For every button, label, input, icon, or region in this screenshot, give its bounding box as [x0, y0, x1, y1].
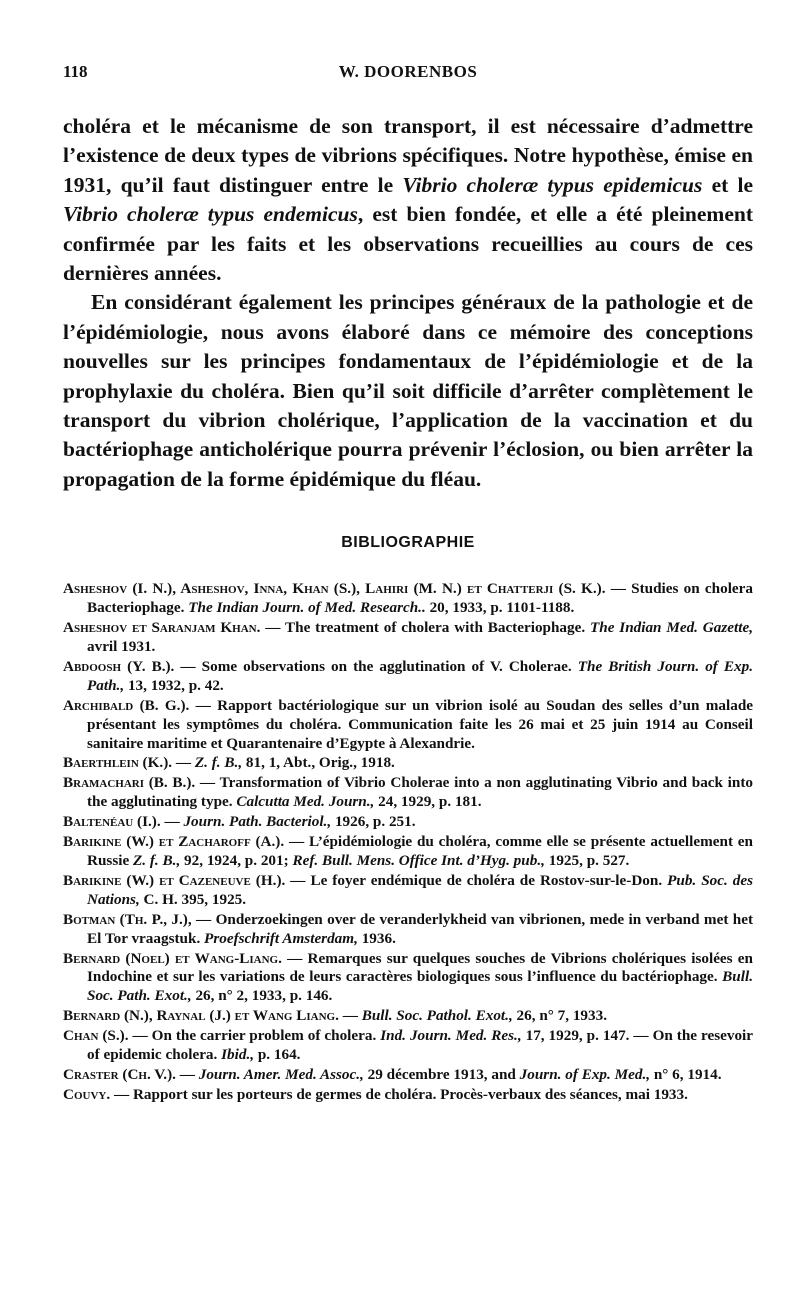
text-segment: — Onderzoekingen over de veranderlykheid van vibrionen, mede in verband met het El Tor vraagstuk. — [87, 910, 753, 947]
text-segment: 20, 1933, p. 1101-1188. — [425, 599, 575, 617]
text-segment: — — [172, 754, 195, 772]
entry-authors: Baltenéau (I.). — [63, 813, 161, 831]
bibliography-title: BIBLIOGRAPHIE — [341, 534, 475, 552]
entry-authors: Asheshov et Saranjam Khan. — [63, 619, 261, 637]
bibliography-entry — [63, 1086, 753, 1105]
italic-text: Proefschrift Amsterdam, — [204, 929, 358, 947]
text-segment: , est bien fondée, et elle a été pleinement confirmée par les faits et les observations recueillies au cours de ces dernières années. — [63, 202, 754, 286]
paragraph — [63, 288, 753, 494]
text-segment: p. 164. — [254, 1046, 301, 1064]
italic-text: Ind. Journ. Med. Res., — [380, 1027, 522, 1045]
entry-authors: Botman (Th. P., J.), — [63, 910, 192, 928]
page-header — [63, 62, 753, 92]
bibliography-entry — [63, 833, 753, 871]
text-segment: — Rapport bactériologique sur un vibrion isolé au Soudan des selles d’un malade présentant les symptômes du choléra. Communication faite les 26 mai et 25 juin 1914 au Conseil sanitaire maritime et Quarantenaire d’Egypte à Alexandrie. — [87, 696, 754, 752]
text-segment: — On the carrier problem of cholera. — [128, 1027, 381, 1045]
text-segment: 26, n° 2, 1933, p. 146. — [191, 987, 333, 1005]
text-segment: En considérant également les principes généraux de la pathologie et de l’épidémiologie, nous avons élaboré dans ce mémoire des conceptions nouvelles sur les principes fondamentaux de l’épidémiologie et de la prophylaxie du choléra. Bien qu’il soit difficile d’arrêter complètement le transport du vibrion cholérique, l’application de la vaccination et du bactériophage anticholérique pourra prévenir l’éclosion, ou bien arrêter la propagation de la forme épidémique du fléau. — [63, 290, 753, 491]
italic-text: Bull. Soc. Path. Exot., — [87, 968, 753, 1005]
italic-text: Z. f. B., — [133, 851, 181, 869]
text-segment: — — [338, 1007, 362, 1025]
text-segment: — Rapport sur les porteurs de germes de choléra. Procès-verbaux des séances, mai 1933. — [110, 1085, 688, 1103]
text-segment: 1936. — [357, 929, 396, 947]
bibliography-list — [63, 580, 753, 1104]
text-segment: n° 6, 1914. — [650, 1065, 722, 1083]
italic-text: Bull. Soc. Pathol. Exot., — [361, 1007, 513, 1025]
bibliography-entry — [63, 580, 753, 618]
entry-authors: Abdoosh (Y. B.). — [63, 657, 175, 675]
italic-text: The Indian Journ. of Med. Research.. — [188, 599, 426, 617]
entry-authors: Baerthlein (K.). — [63, 754, 173, 772]
text-segment: — L’épidémiologie du choléra, comme elle se présente actuellement en Russie — [87, 833, 753, 869]
italic-text: Ref. Bull. Mens. Office Int. d’Hyg. pub., — [292, 851, 545, 869]
italic-text: Vibrio choleræ typus endemicus — [63, 202, 358, 227]
text-segment: choléra et le mécanisme de son transport, il est nécessaire d’admettre l’existence de deux types de vibrions spécifiques. Notre hypothèse, émise en 1931, qu’il faut distinguer entre le — [63, 114, 753, 197]
entry-authors: Asheshov (I. N.), Asheshov, Inna, Khan (S.), Lahiri (M. N.) et Chatterji (S. K.). — [63, 580, 606, 598]
bibliography-entry — [63, 813, 753, 832]
text-segment: — Remarques sur quelques souches de Vibrions cholériques isolées en Indochine et sur les variations de leurs caractères biologiques sous l’influence du bactériophage. — [87, 949, 753, 986]
entry-authors: Barikine (W.) et Zacharoff (A.). — [63, 833, 285, 851]
entry-authors: Craster (Ch. V.). — [63, 1065, 176, 1083]
text-segment: 24, 1929, p. 181. — [374, 793, 482, 811]
text-segment: — — [160, 813, 184, 831]
text-segment: avril 1931. — [87, 638, 156, 655]
italic-text: Calcutta Med. Journ., — [236, 793, 375, 811]
text-segment: 13, 1932, p. 42. — [124, 676, 224, 694]
text-segment: 1925, p. 527. — [544, 851, 630, 869]
text-segment: — The treatment of cholera with Bacteriophage. — [260, 619, 590, 637]
page-number: 118 — [63, 62, 88, 81]
paragraph — [63, 112, 753, 288]
italic-text: Vibrio choleræ typus epidemicus — [402, 172, 703, 197]
entry-authors: Bernard (Noel) et Wang-Liang. — [63, 949, 282, 967]
entry-authors: Bernard (N.), Raynal (J.) et Wang Liang. — [63, 1007, 339, 1025]
text-segment: 26, n° 7, 1933. — [512, 1007, 608, 1025]
entry-authors: Chan (S.). — [63, 1027, 129, 1045]
bibliography-entry — [63, 658, 753, 696]
italic-text: Pub. Soc. des Nations, — [87, 871, 753, 908]
bibliography-entry — [63, 619, 753, 657]
entry-authors: Bramachari (B. B.). — [63, 774, 196, 792]
bibliography-entry — [63, 1027, 753, 1065]
bibliography-entry — [63, 1007, 753, 1026]
bibliography-entry — [63, 754, 753, 773]
text-segment: 1926, p. 251. — [331, 813, 416, 831]
text-segment: — Le foyer endémique de choléra de Rostov-sur-le-Don. — [285, 871, 668, 889]
text-segment: 17, 1929, p. 147. — On the resevoir of epidemic cholera. — [87, 1027, 753, 1064]
body-text — [63, 112, 753, 494]
text-segment: — — [175, 1065, 199, 1083]
bibliography-entry — [63, 697, 753, 754]
bibliography-entry — [63, 911, 753, 949]
italic-text: The Indian Med. Gazette, — [590, 619, 753, 637]
italic-text: Ibid., — [221, 1046, 255, 1064]
text-segment: 92, 1924, p. 201; — [180, 851, 293, 869]
bibliography-entry — [63, 872, 753, 910]
text-segment: 29 décembre 1913, and — [363, 1065, 520, 1083]
running-head: W. DOORENBOS — [338, 62, 478, 81]
entry-authors: Couvy. — [63, 1085, 111, 1103]
text-segment: 81, 1, Abt., Orig., 1918. — [242, 754, 395, 772]
text-segment: — Transformation of Vibrio Cholerae into a non agglutinating Vibrio and back into the agglutinating type. — [87, 774, 754, 811]
italic-text: Z. f. B., — [194, 754, 243, 772]
italic-text: Journ. Amer. Med. Assoc., — [198, 1065, 364, 1083]
italic-text: Journ. Path. Bacteriol., — [183, 813, 332, 831]
text-segment: C. H. 395, 1925. — [139, 890, 247, 908]
italic-text: Journ. of Exp. Med., — [519, 1065, 651, 1083]
bibliography-entry — [63, 1066, 753, 1085]
book-page — [63, 62, 753, 1106]
bibliography-entry — [63, 950, 753, 1007]
entry-authors: Archibald (B. G.). — [63, 696, 190, 714]
italic-text: The British Journ. of Exp. Path., — [87, 657, 754, 694]
text-segment: — Some observations on the agglutination of V. Cholerae. — [174, 657, 578, 675]
text-segment: — Studies on cholera Bacteriophage. — [87, 580, 753, 617]
entry-authors: Barikine (W.) et Cazeneuve (H.). — [63, 871, 286, 889]
text-segment: et le — [702, 172, 754, 197]
bibliography-entry — [63, 774, 753, 812]
